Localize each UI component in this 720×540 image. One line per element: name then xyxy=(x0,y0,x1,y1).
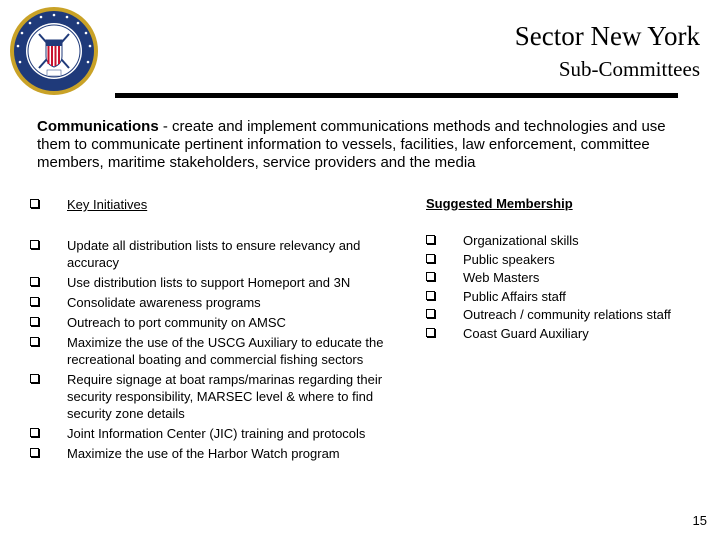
checkbox-bullet-icon xyxy=(30,297,39,306)
list-item-text: Use distribution lists to support Homeport and 3N xyxy=(67,275,351,290)
checkbox-bullet-icon xyxy=(30,448,39,457)
list-item-text: Public speakers xyxy=(463,251,555,267)
list-item-text: Joint Information Center (JIC) training and protocols xyxy=(67,426,366,441)
checkbox-bullet-icon xyxy=(30,428,39,437)
list-item xyxy=(30,237,390,271)
checkbox-bullet-icon xyxy=(30,240,39,249)
list-item-text: Maximize the use of the USCG Auxiliary to educate the recreational boating and commercial fishing sectors xyxy=(67,335,384,367)
list-item xyxy=(30,274,390,291)
list-item-text: Web Masters xyxy=(463,270,540,285)
list-item-text: Coast Guard Auxiliary xyxy=(463,325,589,341)
list-item-text: Require signage at boat ramps/marinas regarding their security responsibility, MARSEC level & where to find security zone details xyxy=(67,372,383,421)
page-title: Sector New York xyxy=(514,21,700,51)
list-item-text: Update all distribution lists to ensure relevancy and accuracy xyxy=(67,238,361,270)
list-item xyxy=(30,294,390,311)
checkbox-bullet-icon xyxy=(30,199,39,208)
list-item-text: Outreach to port community on AMSC xyxy=(67,315,286,330)
list-item xyxy=(30,371,390,422)
list-item xyxy=(30,314,390,331)
checkbox-bullet-icon xyxy=(30,374,39,383)
suggested-membership-column xyxy=(426,195,706,342)
list-item xyxy=(30,334,390,368)
page-number: 15 xyxy=(692,513,707,528)
key-initiatives-heading: Key Initiatives xyxy=(67,197,148,212)
coast-guard-seal-icon xyxy=(9,6,99,96)
key-initiatives-heading-row xyxy=(30,196,390,213)
list-item xyxy=(30,425,390,442)
checkbox-bullet-icon xyxy=(30,317,39,326)
list-item xyxy=(426,251,706,268)
intro-text: - create and implement communications methods and technologies and use them to communicate pertinent information to vessels, facilities, law enforcement, committee members, maritime stakeholders, service providers and the media xyxy=(37,118,666,171)
key-initiatives-column xyxy=(30,196,390,462)
title-divider xyxy=(115,93,678,98)
checkbox-bullet-icon xyxy=(426,235,435,244)
checkbox-bullet-icon xyxy=(30,337,39,346)
list-item-text: Consolidate awareness programs xyxy=(67,295,261,310)
list-item xyxy=(30,445,390,462)
checkbox-bullet-icon xyxy=(30,277,39,286)
intro-label: Communications xyxy=(37,118,159,135)
list-item xyxy=(426,306,706,323)
checkbox-bullet-icon xyxy=(426,272,435,281)
list-item xyxy=(426,288,706,305)
list-item-text: Public Affairs staff xyxy=(463,288,566,304)
suggested-membership-heading-row xyxy=(426,195,706,212)
checkbox-bullet-icon xyxy=(426,254,435,263)
checkbox-bullet-icon xyxy=(426,291,435,300)
list-item-text: Maximize the use of the Harbor Watch program xyxy=(67,446,340,461)
suggested-membership-heading: Suggested Membership xyxy=(426,196,573,211)
checkbox-bullet-icon xyxy=(426,309,435,318)
intro-paragraph xyxy=(37,118,687,172)
page-subtitle: Sub-Committees xyxy=(558,57,700,81)
list-item-text: Outreach / community relations staff xyxy=(463,307,671,322)
list-item-text: Organizational skills xyxy=(463,233,579,248)
checkbox-bullet-icon xyxy=(426,328,435,337)
list-item xyxy=(426,232,706,249)
list-item xyxy=(426,269,706,286)
list-item xyxy=(426,325,706,342)
